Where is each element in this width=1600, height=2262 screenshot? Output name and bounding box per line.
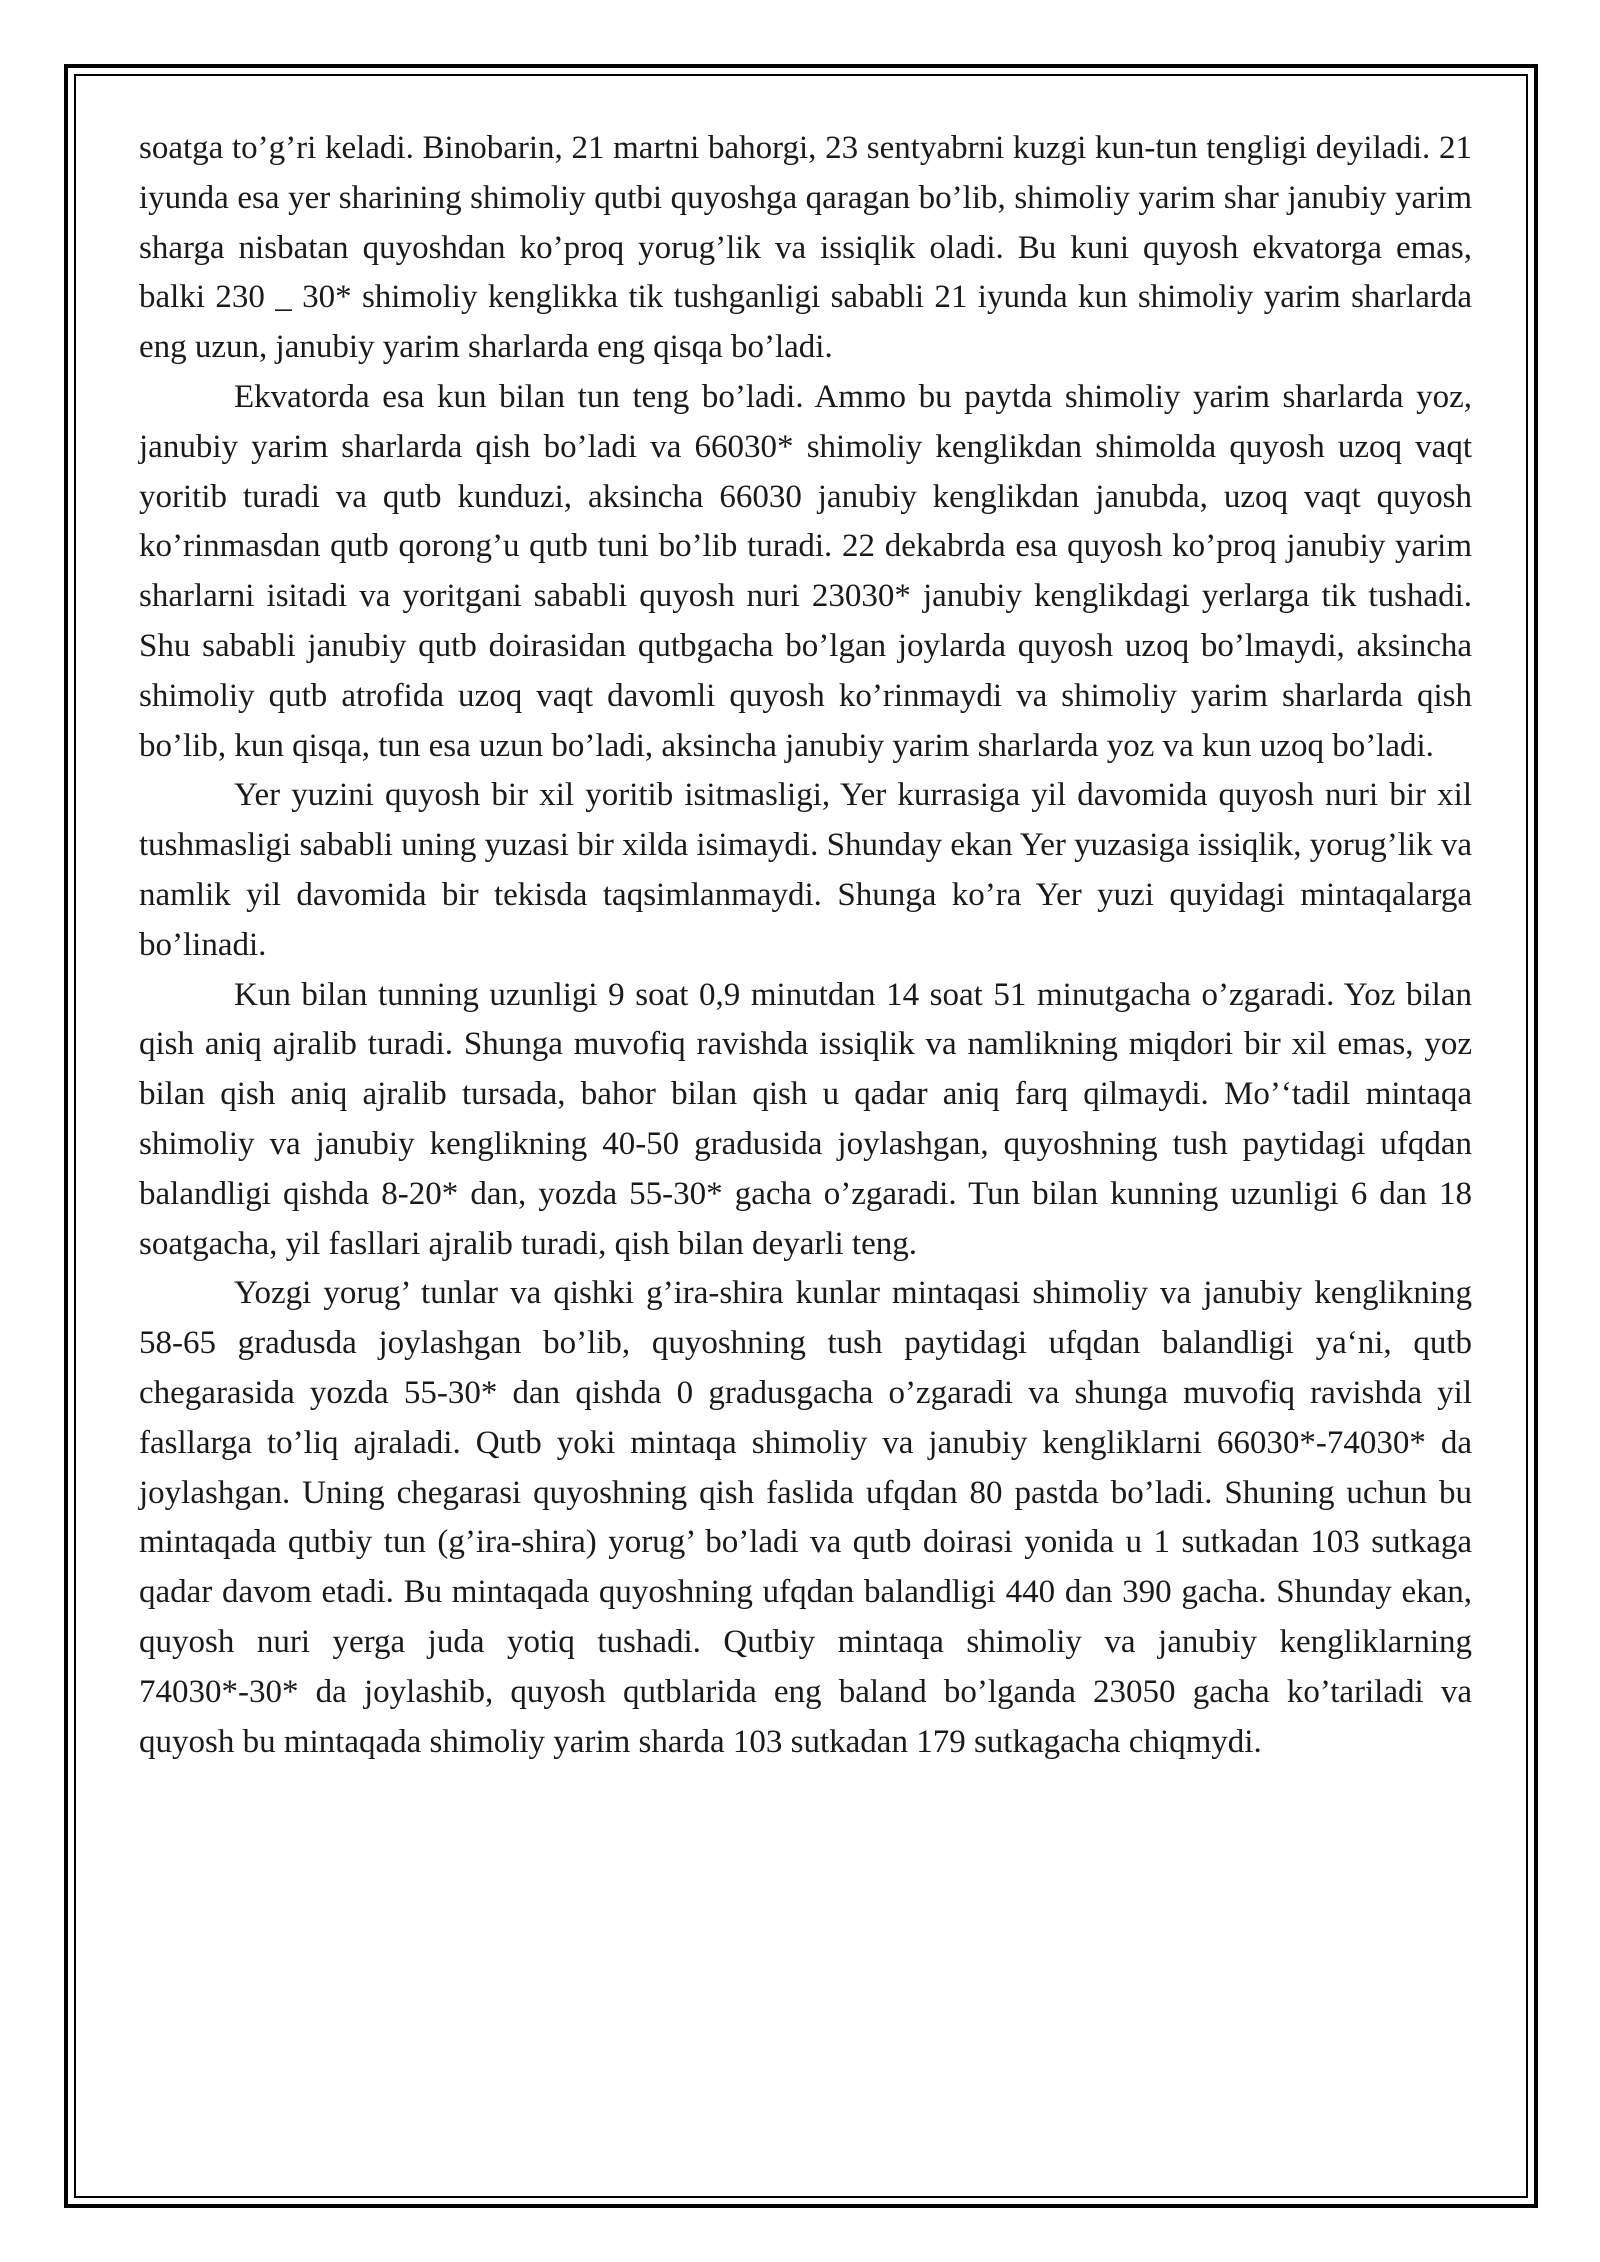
paragraph-2: Ekvatorda esa kun bilan tun teng bo’ladi. Ammo bu paytda shimoliy yarim sharlarda yoz, janubiy yarim sharlarda qish bo’ladi va 66030* shimoliy kenglikdan shimolda quyosh uzoq vaqt yoritib turadi va qutb kunduzi, aksincha 66030 janubiy kenglikdan janubda, uzoq vaqt quyosh ko’rinmasdan qutb qorong’u qutb tuni bo’lib turadi. 22 dekabrda esa quyosh ko’proq janubiy yarim sharlarni isitadi va yoritgani sababli quyosh nuri 23030* janubiy kenglikdagi yerlarga tik tushadi. Shu sababli janubiy qutb doirasidan qutbgacha bo’lgan joylarda quyosh uzoq bo’lmaydi, aksincha shimoliy qutb atrofida uzoq vaqt davomli quyosh ko’rinmaydi va shimoliy yarim sharlarda qish bo’lib, kun qisqa, tun esa uzun bo’ladi, aksincha janubiy yarim sharlarda yoz va kun uzoq bo’ladi. (139, 378, 1472, 764)
document-body (139, 124, 1472, 1767)
paragraph-3: Yer yuzini quyosh bir xil yoritib isitmasligi, Yer kurrasiga yil davomida quyosh nuri bir xil tushmasligi sababli uning yuzasi bir xilda isimaydi. Shunday ekan Yer yuzasiga issiqlik, yorug’lik va namlik yil davomida bir tekisda taqsimlanmaydi. Shunga ko’ra Yer yuzi quyidagi mintaqalarga bo’linadi. (139, 777, 1472, 963)
paragraph-5: Yozgi yorug’ tunlar va qishki g’ira-shira kunlar mintaqasi shimoliy va janubiy kenglikning 58-65 gradusda joylashgan bo’lib, quyoshning tush paytidagi ufqdan balandligi ya‘ni, qutb chegarasida yozda 55-30* dan qishda 0 gradusgacha o’zgaradi va shunga muvofiq ravishda yil fasllarga to’liq ajraladi. Qutb yoki mintaqa shimoliy va janubiy kengliklarni 66030*-74030* da joylashgan. Uning chegarasi quyoshning qish faslida ufqdan 80 pastda bo’ladi. Shuning uchun bu mintaqada qutbiy tun (g’ira-shira) yorug’ bo’ladi va qutb doirasi yonida u 1 sutkadan 103 sutkaga qadar davom etadi. Bu mintaqada quyoshning ufqdan balandligi 440 dan 390 gacha. Shunday ekan, quyosh nuri yerga juda yotiq tushadi. Qutbiy mintaqa shimoliy va janubiy kengliklarning 74030*-30* da joylashib, quyosh qutblarida eng baland bo’lganda 23050 gacha ko’tariladi va quyosh bu mintaqada shimoliy yarim sharda 103 sutkadan 179 sutkagacha chiqmydi. (139, 1275, 1472, 1760)
paragraph-4: Kun bilan tunning uzunligi 9 soat 0,9 minutdan 14 soat 51 minutgacha o’zgaradi. Yoz bilan qish aniq ajralib turadi. Shunga muvofiq ravishda issiqlik va namlikning miqdori bir xil emas, yoz bilan qish aniq ajralib tursada, bahor bilan qish u qadar aniq farq qilmaydi. Mo’‘tadil mintaqa shimoliy va janubiy kenglikning 40-50 gradusida joylashgan, quyoshning tush paytidagi ufqdan balandligi qishda 8-20* dan, yozda 55-30* gacha o’zgaradi. Tun bilan kunning uzunligi 6 dan 18 soatgacha, yil fasllari ajralib turadi, qish bilan deyarli teng. (139, 976, 1472, 1262)
paragraph-1: soatga to’g’ri keladi. Binobarin, 21 martni bahorgi, 23 sentyabrni kuzgi kun-tun tengligi deyiladi. 21 iyunda esa yer sharining shimoliy qutbi quyoshga qaragan bo’lib, shimoliy yarim shar janubiy yarim sharga nisbatan quyoshdan ko’proq yorug’lik va issiqlik oladi. Bu kuni quyosh ekvatorga emas, balki 230 _ 30* shimoliy kenglikka tik tushganligi sababli 21 iyunda kun shimoliy yarim sharlarda eng uzun, janubiy yarim sharlarda eng qisqa bo’ladi. (139, 130, 1472, 366)
